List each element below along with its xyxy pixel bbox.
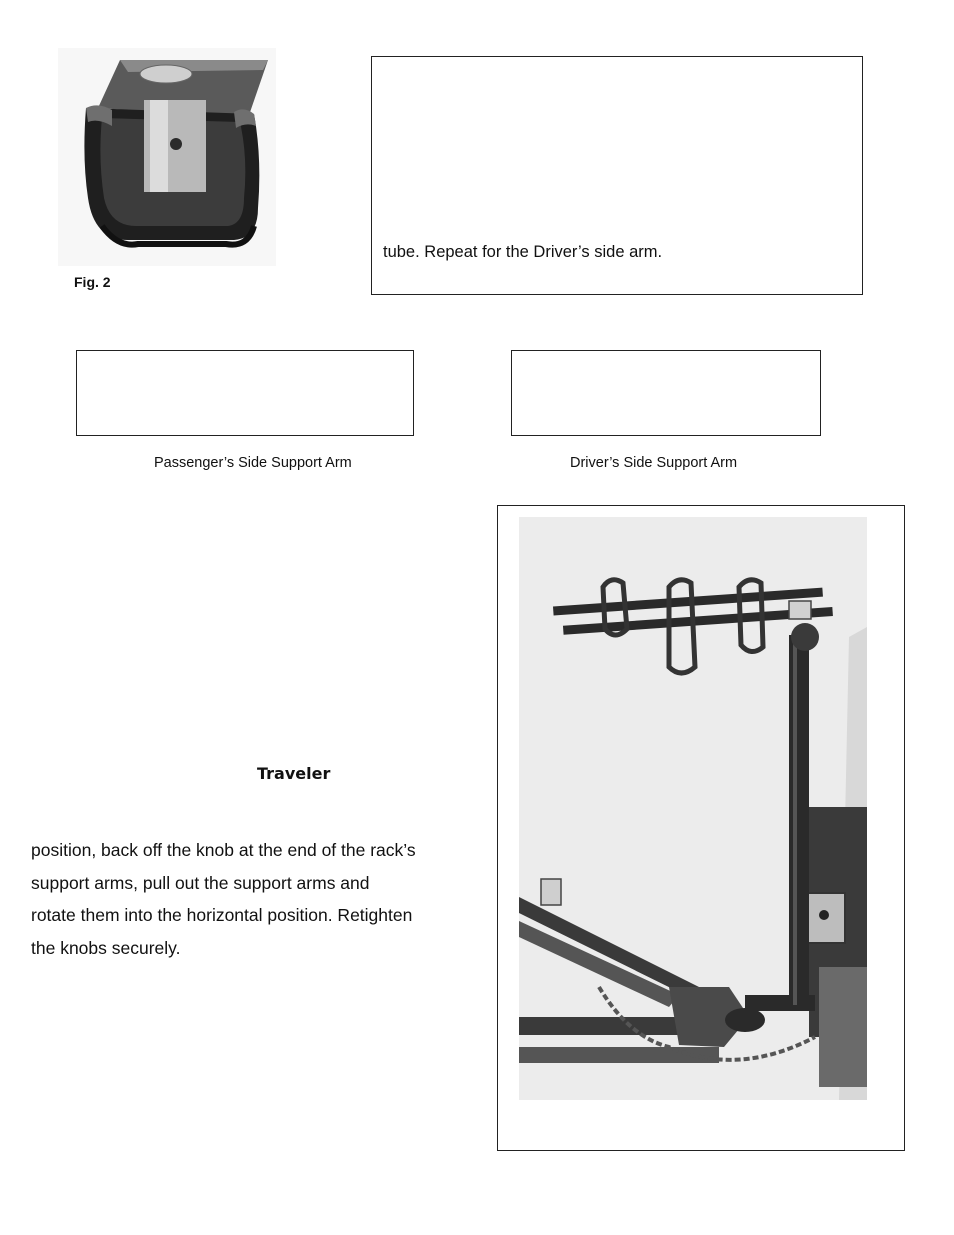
bike-rack-photo-frame xyxy=(497,505,905,1151)
receiver-tube-photo xyxy=(58,48,276,266)
passenger-arm-label: Passenger’s Side Support Arm xyxy=(154,455,352,471)
driver-arm-label: Driver’s Side Support Arm xyxy=(570,455,738,471)
bike-rack-image xyxy=(519,517,867,1100)
body-line: rotate them into the horizontal position. Retighten xyxy=(31,905,413,925)
section-heading: Traveler xyxy=(257,764,331,783)
passenger-arm-box xyxy=(76,350,414,436)
body-line: support arms, pull out the support arms and xyxy=(31,872,370,893)
body-paragraph xyxy=(31,834,471,964)
instruction-text: tube. Repeat for the Driver’s side arm. xyxy=(383,243,663,261)
body-line: the knobs securely. xyxy=(31,937,181,958)
figure-caption: Fig. 2 xyxy=(74,274,111,290)
body-line: position, back off the knob at the end of the rack’s xyxy=(31,840,416,860)
receiver-tube-image xyxy=(58,48,276,266)
bike-rack-photo xyxy=(519,517,867,1100)
driver-arm-box xyxy=(511,350,821,436)
instruction-box xyxy=(371,56,863,295)
